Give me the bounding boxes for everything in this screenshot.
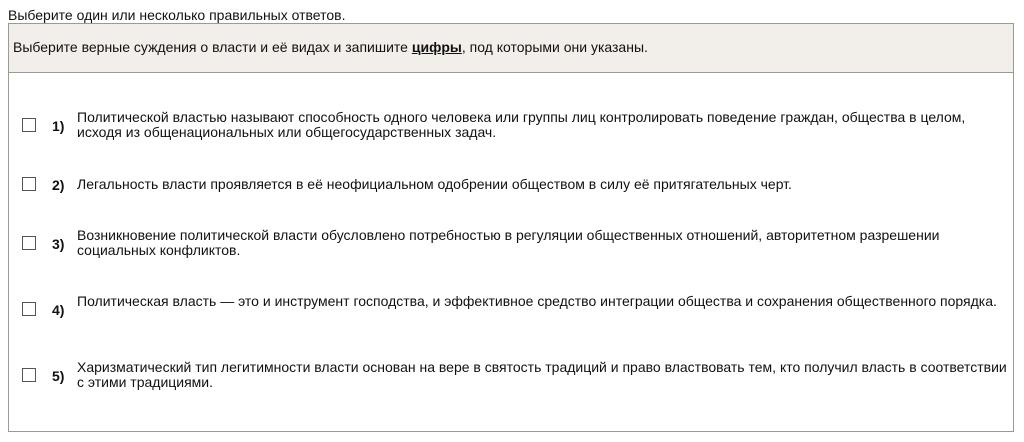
- answer-option-4[interactable]: [9, 290, 1013, 330]
- answer-option-1[interactable]: [9, 106, 1013, 146]
- question-prompt: [9, 24, 1013, 73]
- option-5-number: 5): [52, 368, 65, 384]
- option-2-text: Легальность власти проявляется в её неофициальном одобрении обществом в силу её притягательных черт.: [77, 176, 792, 192]
- answer-option-2[interactable]: [9, 165, 1013, 205]
- instruction-text: Выберите один или несколько правильных ответов.: [8, 7, 346, 23]
- option-5-checkbox[interactable]: [22, 368, 36, 382]
- option-5-text: Харизматический тип легитимности власти основан на вере в святость традиций и право властвовать тем, кто получил власть в соответствии с этими традициями.: [77, 359, 1007, 390]
- option-4-text: Политическая власть — это и инструмент господства, и эффективное средство интеграции общества и сохранения общественного порядка.: [77, 293, 997, 309]
- question-card: [8, 23, 1014, 432]
- option-3-checkbox[interactable]: [22, 236, 36, 250]
- option-4-checkbox[interactable]: [22, 302, 36, 316]
- option-1-text: Политической властью называют способность одного человека или группы лиц контролировать поведение граждан, общества в целом, исходя из общенациональных или общегосударственных задач.: [77, 109, 966, 140]
- answer-option-3[interactable]: [9, 224, 1013, 264]
- question-suffix: , под которыми они указаны.: [461, 39, 648, 55]
- option-1-number: 1): [52, 118, 65, 134]
- option-3-number: 3): [52, 236, 65, 252]
- option-3-text: Возникновение политической власти обусловлено потребностью в регуляции общественных отношений, авторитетном разрешении социальных конфликтов.: [77, 227, 940, 258]
- option-1-checkbox[interactable]: [22, 118, 36, 132]
- answer-option-5[interactable]: [9, 356, 1013, 396]
- option-2-number: 2): [52, 177, 65, 193]
- question-prefix: Выберите верные суждения о власти и её видах и запишите: [13, 39, 412, 55]
- option-4-number: 4): [52, 302, 65, 318]
- question-emphasis: цифры: [411, 39, 462, 55]
- option-2-checkbox[interactable]: [22, 177, 36, 191]
